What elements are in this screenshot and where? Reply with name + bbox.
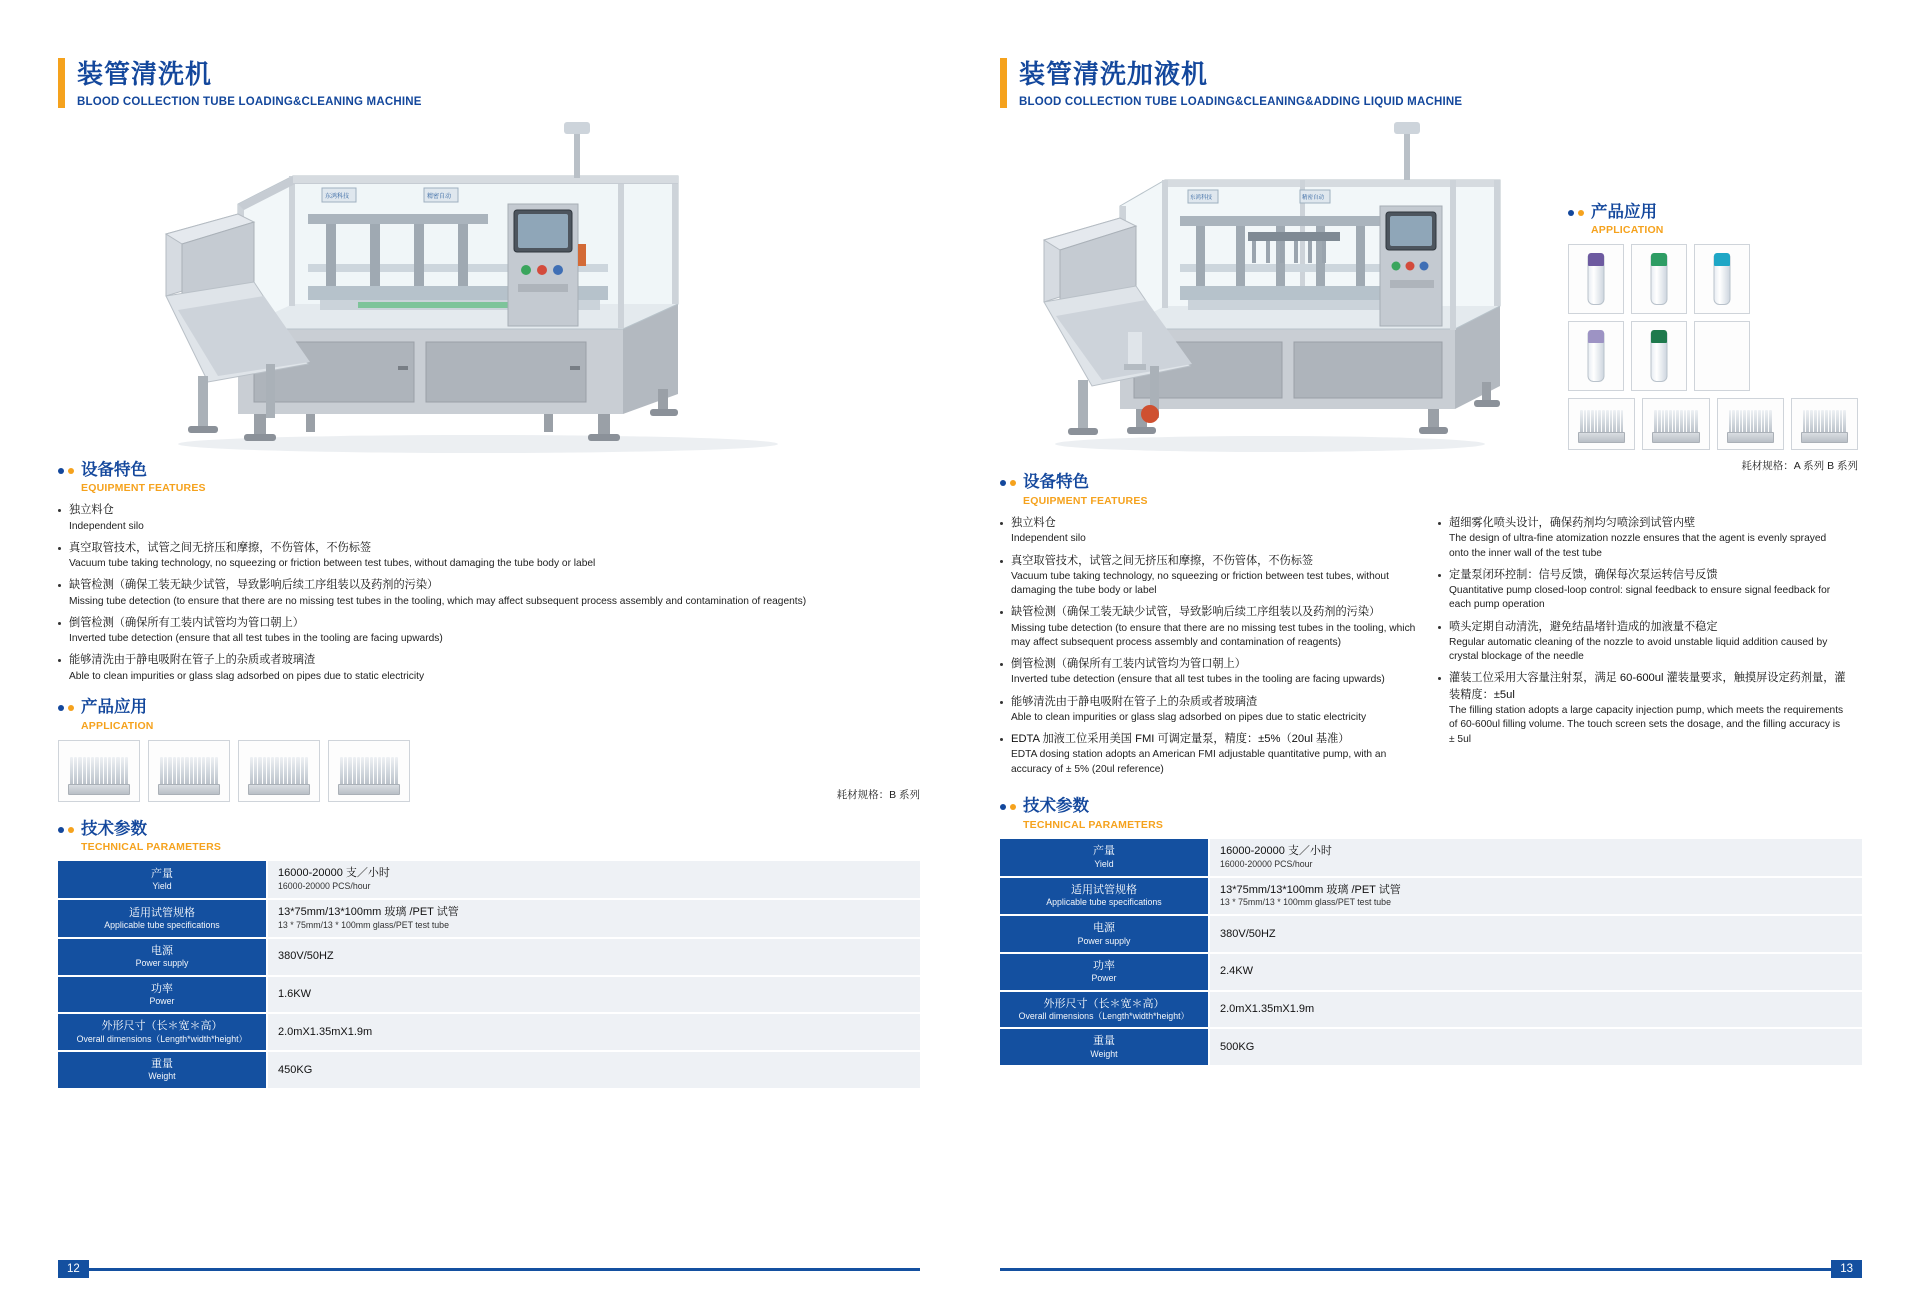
- feature-item: [58, 502, 920, 534]
- feature-text-en: Missing tube detection (to ensure that there are no missing test tubes in the tooling, which may affect subsequent process assembly and contamination of reagents): [69, 595, 807, 607]
- application-heading: [58, 698, 920, 732]
- rack-thumb-3: [1717, 398, 1784, 450]
- heading-dots-icon: [58, 705, 74, 711]
- feature-text-cn: 能够清洗由于静电吸附在管子上的杂质或者玻璃渣: [69, 654, 316, 667]
- feature-text-cn: 灌装工位采用大容量注射泵，满足 60-600ul 灌装量要求，触摸屏设定药剂量，灌装精度：±5ul: [1449, 672, 1846, 701]
- rack-thumb-4: [1791, 398, 1858, 450]
- svg-text:精密自动: 精密自动: [1302, 194, 1325, 201]
- feature-text-en: Quantitative pump closed-loop control: signal feedback to ensure signal feedback for each pump operation: [1449, 585, 1831, 611]
- feature-text-cn: 能够清洗由于静电吸附在管子上的杂质或者玻璃渣: [1011, 695, 1258, 708]
- feature-text-en: Regular automatic cleaning of the nozzle to avoid unstable liquid addition caused by crystal blockage of the needle: [1449, 636, 1828, 663]
- table-row-label: 外形尺寸（长＊宽＊高） Overall dimensions（Length*width*height）: [1000, 991, 1209, 1029]
- header-accent-bar: [58, 58, 65, 108]
- table-row-value: 16000-20000 支／小时 16000-20000 PCS/hour: [1209, 839, 1862, 877]
- technical-parameters-table: [1000, 839, 1862, 1067]
- technical-title-en: TECHNICAL PARAMETERS: [81, 841, 222, 854]
- feature-text-cn: 缺管检测（确保工装无缺少试管，导致影响后续工序组装以及药剂的污染）: [69, 579, 439, 592]
- tube-thumb-green: [1631, 244, 1687, 314]
- feature-item: [1438, 515, 1848, 561]
- footer-rule: [89, 1268, 920, 1271]
- features-title-cn: 设备特色: [81, 460, 147, 479]
- right-technical-section: [1000, 797, 1862, 1067]
- application-caption: 耗材规格：A 系列 B 系列: [1741, 460, 1858, 473]
- technical-heading: [58, 820, 920, 854]
- application-title-en: APPLICATION: [1591, 224, 1664, 237]
- feature-text-en: The filling station adopts a large capacity injection pump, which meets the requirements of 60-600ul filling volume. The touch screen sets the dosage, and the filling accuracy is ± 5ul: [1449, 704, 1844, 745]
- machine-photo-right: [1000, 114, 1560, 459]
- tube-thumb-darkgreen: [1631, 321, 1687, 391]
- rack-thumb-4: [328, 740, 410, 802]
- table-row-label: 产量 Yield: [1000, 839, 1209, 877]
- left-features-section: [58, 461, 920, 684]
- technical-heading: [1000, 797, 1862, 831]
- table-row-value: 1.6KW: [267, 976, 920, 1014]
- feature-item: [1000, 656, 1420, 688]
- heading-dots-icon: [58, 827, 74, 833]
- feature-item: [1000, 604, 1420, 650]
- feature-text-en: The design of ultra-fine atomization nozzle ensures that the agent is evenly sprayed onto the inner wall of the test tube: [1449, 533, 1827, 559]
- feature-item: [58, 652, 920, 684]
- heading-dots-icon: [1568, 210, 1584, 216]
- feature-text-en: EDTA dosing station adopts an American FMI adjustable quantitative pump, with an accuracy of ± 5% (20ul reference): [1011, 749, 1387, 775]
- table-row: [1000, 1028, 1862, 1066]
- table-row: [58, 899, 920, 938]
- feature-text-cn: 独立料仓: [1011, 517, 1056, 530]
- machine-illustration-right: [1000, 114, 1560, 459]
- table-row-label: 适用试管规格 Applicable tube specifications: [58, 899, 267, 938]
- feature-item: [1438, 619, 1848, 665]
- table-row-value: 16000-20000 支／小时 16000-20000 PCS/hour: [267, 861, 920, 899]
- right-application-section: [1568, 203, 1858, 474]
- feature-text-cn: 真空取管技术，试管之间无挤压和摩擦，不伤管体，不伤标签: [1011, 554, 1314, 567]
- application-title-cn: 产品应用: [1591, 202, 1657, 221]
- table-row: [58, 976, 920, 1014]
- feature-text-en: Inverted tube detection (ensure that all test tubes in the tooling are facing upwards): [69, 633, 443, 645]
- feature-item: [58, 577, 920, 609]
- feature-text-cn: EDTA 加液工位采用美国 FMI 可调定量泵，精度：±5%（20ul 基准）: [1011, 733, 1350, 746]
- heading-dots-icon: [1000, 480, 1016, 486]
- features-title-en: EQUIPMENT FEATURES: [81, 482, 206, 495]
- technical-title-cn: 技术参数: [81, 819, 147, 838]
- table-row-value: 2.0mX1.35mX1.9m: [267, 1013, 920, 1051]
- page-number: 12: [58, 1260, 89, 1279]
- rack-thumb-1: [58, 740, 140, 802]
- table-row-value: 13*75mm/13*100mm 玻璃 /PET 试管 13 * 75mm/13 * 100mm glass/PET test tube: [267, 899, 920, 938]
- table-row-value: 2.0mX1.35mX1.9m: [1209, 991, 1862, 1029]
- feature-text-en: Able to clean impurities or glass slag adsorbed on pipes due to static electricity: [69, 670, 425, 682]
- rack-thumb-2: [1642, 398, 1709, 450]
- table-row: [58, 938, 920, 976]
- feature-text-en: Vacuum tube taking technology, no squeezing or friction between test tubes, without damaging the tube body or label: [69, 558, 596, 570]
- table-row-label: 电源 Power supply: [1000, 915, 1209, 953]
- table-row-label: 功率 Power: [1000, 953, 1209, 991]
- feature-text-cn: 真空取管技术，试管之间无挤压和摩擦，不伤管体，不伤标签: [69, 541, 372, 554]
- feature-text-cn: 定量泵闭环控制：信号反馈，确保每次泵运转信号反馈: [1449, 568, 1718, 581]
- table-row: [1000, 953, 1862, 991]
- feature-item: [58, 540, 920, 572]
- page-title-en: BLOOD COLLECTION TUBE LOADING&CLEANING&ADDING LIQUID MACHINE: [1019, 95, 1463, 108]
- table-row: [58, 861, 920, 899]
- feature-text-en: Independent silo: [69, 520, 144, 532]
- rack-thumb-1: [1568, 398, 1635, 450]
- table-row-label: 产量 Yield: [58, 861, 267, 899]
- feature-text-cn: 独立料仓: [69, 504, 114, 517]
- feature-text-cn: 缺管检测（确保工装无缺少试管，导致影响后续工序组装以及药剂的污染）: [1011, 606, 1381, 619]
- svg-text:东鸿科技: 东鸿科技: [325, 192, 350, 200]
- features-heading: [58, 461, 920, 495]
- left-application-section: [58, 698, 920, 802]
- left-page-footer: [58, 1260, 920, 1278]
- rack-thumb-2: [148, 740, 230, 802]
- tube-thumb-empty: [1694, 321, 1750, 391]
- application-title-cn: 产品应用: [81, 697, 147, 716]
- feature-item: [1000, 553, 1420, 599]
- feature-text-cn: 倒管检测（确保所有工装内试管均为管口朝上）: [69, 616, 304, 629]
- machine-illustration-left: [58, 114, 918, 459]
- table-row: [1000, 877, 1862, 916]
- table-row-label: 电源 Power supply: [58, 938, 267, 976]
- features-list: [58, 502, 920, 684]
- table-row: [1000, 839, 1862, 877]
- table-row-value: 380V/50HZ: [1209, 915, 1862, 953]
- application-thumbnails: [1568, 244, 1858, 450]
- table-row-label: 适用试管规格 Applicable tube specifications: [1000, 877, 1209, 916]
- rack-thumb-3: [238, 740, 320, 802]
- feature-text-en: Missing tube detection (to ensure that there are no missing test tubes in the tooling, which may affect subsequent process assembly and contamination of reagents): [1011, 622, 1416, 648]
- right-page-footer: [1000, 1260, 1862, 1278]
- table-row: [58, 1051, 920, 1089]
- machine-photo-left: [58, 114, 920, 459]
- technical-title-cn: 技术参数: [1023, 797, 1089, 816]
- feature-text-en: Able to clean impurities or glass slag adsorbed on pipes due to static electricity: [1011, 711, 1367, 723]
- page-title-cn: 装管清洗加液机: [1019, 59, 1209, 89]
- feature-item: [1438, 567, 1848, 613]
- feature-item: [1000, 694, 1420, 726]
- table-row: [58, 1013, 920, 1051]
- page-number: 13: [1831, 1260, 1862, 1279]
- table-row: [1000, 915, 1862, 953]
- table-row-value: 380V/50HZ: [267, 938, 920, 976]
- application-heading: [1568, 203, 1858, 237]
- svg-text:东鸿科技: 东鸿科技: [1190, 194, 1213, 201]
- tube-thumb-lavender: [1568, 321, 1624, 391]
- svg-text:精密自动: 精密自动: [427, 192, 452, 200]
- features-heading: [1000, 473, 1862, 507]
- feature-text-cn: 超细雾化喷头设计，确保药剂均匀喷涂到试管内壁: [1449, 517, 1696, 530]
- feature-text-en: Vacuum tube taking technology, no squeezing or friction between test tubes, without damaging the tube body or label: [1011, 570, 1389, 597]
- left-technical-section: [58, 820, 920, 1090]
- table-row: [1000, 991, 1862, 1029]
- feature-item: [1000, 515, 1420, 547]
- feature-text-en: Independent silo: [1011, 533, 1086, 545]
- feature-item: [1438, 670, 1848, 746]
- page-title-en: BLOOD COLLECTION TUBE LOADING&CLEANING MACHINE: [77, 95, 422, 108]
- feature-item: [58, 615, 920, 647]
- heading-dots-icon: [1000, 804, 1016, 810]
- right-page-header: [1000, 58, 1862, 108]
- feature-text-en: Inverted tube detection (ensure that all test tubes in the tooling are facing upwards): [1011, 674, 1385, 686]
- tube-thumb-purple: [1568, 244, 1624, 314]
- left-page-header: [58, 58, 920, 108]
- technical-title-en: TECHNICAL PARAMETERS: [1023, 818, 1164, 831]
- table-row-value: 450KG: [267, 1051, 920, 1089]
- tube-thumb-cyan: [1694, 244, 1750, 314]
- table-row-label: 重量 Weight: [58, 1051, 267, 1089]
- feature-text-cn: 倒管检测（确保所有工装内试管均为管口朝上）: [1011, 658, 1246, 671]
- application-thumbnails: [58, 740, 920, 802]
- features-title-cn: 设备特色: [1023, 473, 1089, 492]
- technical-parameters-table: [58, 861, 920, 1089]
- footer-rule: [1000, 1268, 1831, 1271]
- table-row-value: 13*75mm/13*100mm 玻璃 /PET 试管 13 * 75mm/13 * 100mm glass/PET test tube: [1209, 877, 1862, 916]
- features-list-col1: [1000, 515, 1420, 783]
- heading-dots-icon: [58, 468, 74, 474]
- features-list-col2: [1438, 515, 1848, 783]
- page-title-cn: 装管清洗机: [77, 59, 213, 89]
- header-accent-bar: [1000, 58, 1007, 108]
- right-features-section: [1000, 473, 1862, 783]
- table-row-label: 外形尺寸（长＊宽＊高） Overall dimensions（Length*width*height）: [58, 1013, 267, 1051]
- feature-item: [1000, 731, 1420, 777]
- table-row-value: 2.4KW: [1209, 953, 1862, 991]
- page-right: [960, 0, 1920, 1312]
- application-title-en: APPLICATION: [81, 719, 154, 732]
- table-row-label: 重量 Weight: [1000, 1028, 1209, 1066]
- application-caption: 耗材规格：B 系列: [836, 788, 920, 801]
- table-row-label: 功率 Power: [58, 976, 267, 1014]
- features-title-en: EQUIPMENT FEATURES: [1023, 495, 1148, 508]
- feature-text-cn: 喷头定期自动清洗，避免结晶堵针造成的加液量不稳定: [1449, 620, 1718, 633]
- table-row-value: 500KG: [1209, 1028, 1862, 1066]
